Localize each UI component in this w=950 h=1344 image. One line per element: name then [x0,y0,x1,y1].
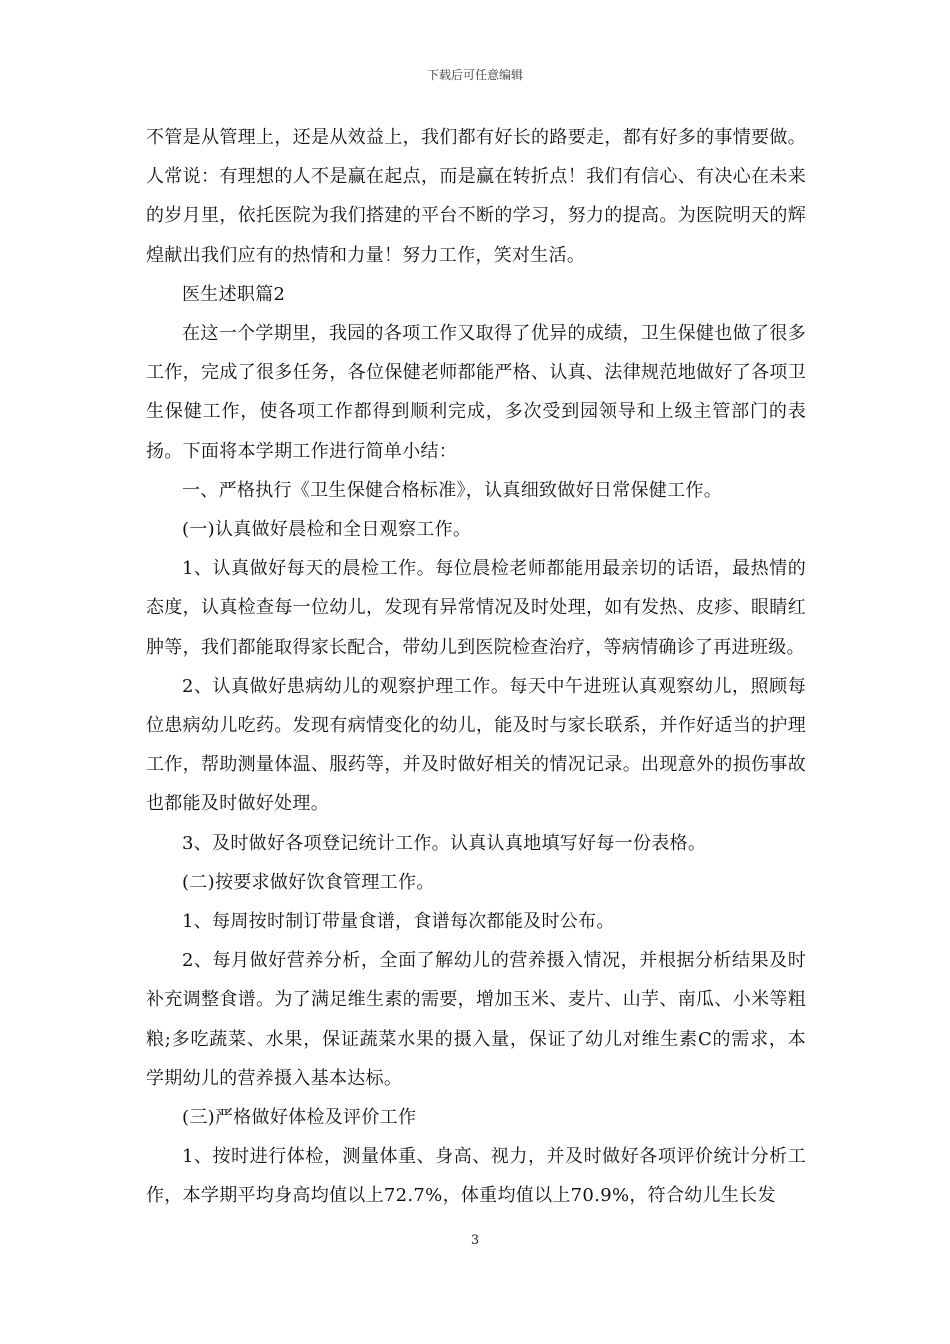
paragraph-intro: 在这一个学期里，我园的各项工作又取得了优异的成绩，卫生保健也做了很多工作，完成了很多任务，各位保健老师都能严格、认真、法律规范地做好了各项卫生保健工作，使各项工作都得到顺利完成，多次受到园领导和上级主管部门的表扬。下面将本学期工作进行简单小结： [146,323,806,462]
item-sick-care: 2、认真做好患病幼儿的观察护理工作。每天中午进班认真观察幼儿，照顾每位患病幼儿吃药。发现有病情变化的幼儿，能及时与家长联系，并作好适当的护理工作，帮助测量体温、服药等，并及时做好相关的情况记录。出现意外的损伤事故也都能及时做好处理。 [146,675,806,815]
subheading-3: (三)严格做好体检及评价工作 [182,1107,417,1129]
item-records: 3、及时做好各项登记统计工作。认真认真地填写好每一份表格。 [182,832,707,854]
paragraph-1: 不管是从管理上，还是从效益上，我们都有好长的路要走，都有好多的事情要做。人常说：有理想的人不是赢在起点，而是赢在转折点！我们有信心、有决心在未来的岁月里，依托医院为我们搭建的平台不断的学习，努力的提高。为医院明天的辉煌献出我们应有的热情和力量！努力工作，笑对生活。 [146,127,806,266]
item-nutrition: 2、每月做好营养分析，全面了解幼儿的营养摄入情况，并根据分析结果及时补充调整食谱。为了满足维生素的需要，增加玉米、麦片、山芋、南瓜、小米等粗粮;多吃蔬菜、水果，保证蔬菜水果的摄入量，保证了幼儿对维生素C的需求，本学期幼儿的营养摄入基本达标。 [146,950,806,1089]
heading-level-1: 一、严格执行《卫生保健合格标准》，认真细致做好日常保健工作。 [182,479,722,501]
subheading-2: (二)按要求做好饮食管理工作。 [182,871,435,893]
item-physical-exam: 1、按时进行体检，测量体重、身高、视力，并及时做好各项评价统计分析工作，本学期平均身高均值以上72.7%，体重均值以上70.9%，符合幼儿生长发 [146,1146,806,1207]
section-heading: 医生述职篇2 [182,283,286,305]
page-header: 下载后可任意编辑 [426,68,523,82]
page-number: 3 [470,1233,480,1248]
document-body [146,118,806,1216]
subheading-1: (一)认真做好晨检和全日观察工作。 [182,519,472,541]
item-morning-check: 1、认真做好每天的晨检工作。每位晨检老师都能用最亲切的话语，最热情的态度，认真检查每一位幼儿，发现有异常情况及时处理，如有发热、皮疹、眼睛红肿等，我们都能取得家长配合，带幼儿到医院检查治疗，等病情确诊了再进班级。 [146,558,806,658]
item-menu: 1、每周按时制订带量食谱，食谱每次都能及时公布。 [182,911,615,933]
